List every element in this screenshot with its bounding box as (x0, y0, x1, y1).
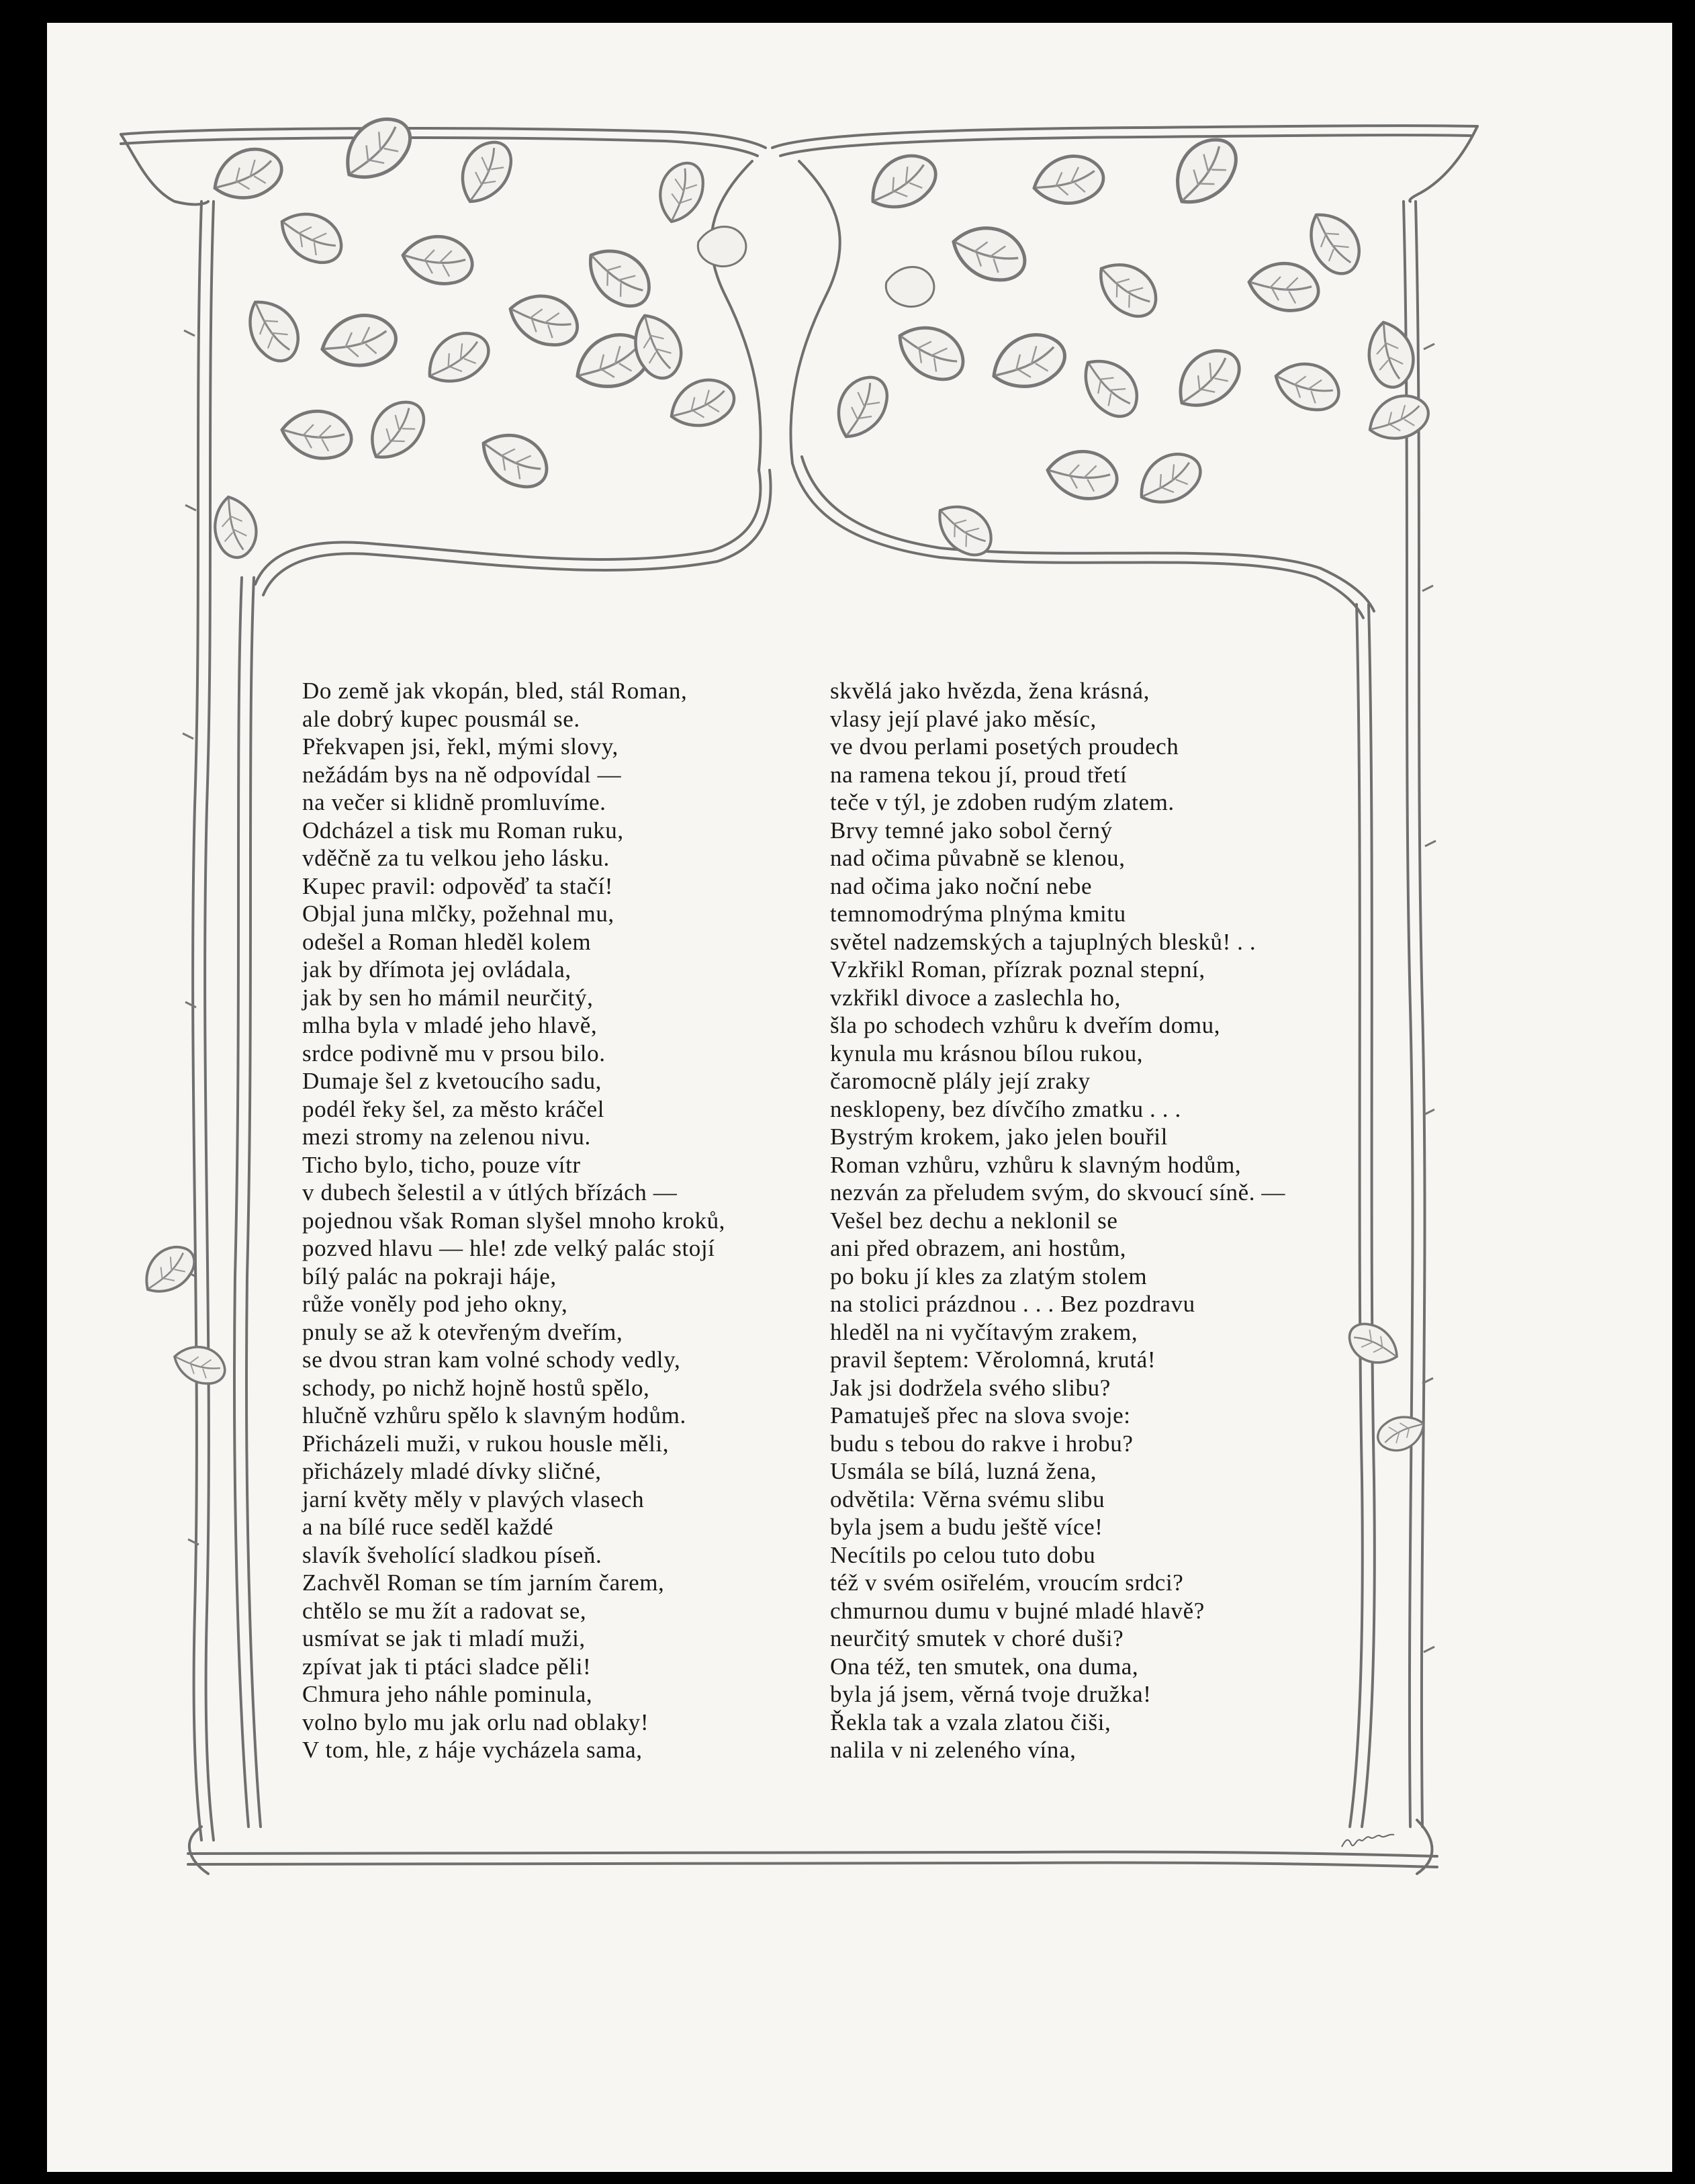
poem-line: slavík šveholící sladkou píseň. (302, 1541, 602, 1568)
poem-line: v dubech šelestil a v útlých břízách — (302, 1179, 678, 1205)
poem-line: pnuly se až k otevřeným dveřím, (302, 1318, 623, 1345)
poem-line: teče v týl, je zdoben rudým zlatem. (830, 789, 1175, 815)
poem-line: chtělo se mu žít a radovat se, (302, 1597, 587, 1624)
poem-line: na ramena tekou jí, proud třetí (830, 761, 1128, 788)
poem-line: Chmura jeho náhle pominula, (302, 1681, 593, 1707)
poem-line: jak by dřímota jej ovládala, (302, 956, 571, 983)
poem-line: na stolici prázdnou . . . Bez pozdravu (830, 1291, 1195, 1317)
poem-right-column (830, 677, 1285, 1764)
artist-signature (1339, 1832, 1400, 1852)
poem-line: Řekla tak a vzala zlatou čiši, (830, 1709, 1111, 1735)
poem-line: pozved hlavu — hle! zde velký palác stojí (302, 1235, 715, 1261)
poem-line: Vešel bez dechu a neklonil se (830, 1207, 1118, 1234)
poem-line: budu s tebou do rakve i hrobu? (830, 1430, 1134, 1457)
poem-line: po boku jí kles za zlatým stolem (830, 1263, 1148, 1289)
poem-line: pojednou však Roman slyšel mnoho kroků, (302, 1207, 726, 1234)
poem-line: Dumaje šel z kvetoucího sadu, (302, 1068, 602, 1094)
poem-line: též v svém osiřelém, vroucím srdci? (830, 1569, 1184, 1596)
poem-line: čaromocně plály její zraky (830, 1068, 1091, 1094)
poem-line: Přicházeli muži, v rukou housle měli, (302, 1430, 670, 1457)
poem-line: Pamatuješ přec na slova svoje: (830, 1402, 1131, 1428)
poem-line: V tom, hle, z háje vycházela sama, (302, 1737, 643, 1763)
poem-line: Roman vzhůru, vzhůru k slavným hodům, (830, 1151, 1242, 1178)
poem-line: pravil šeptem: Věrolomná, krutá! (830, 1347, 1156, 1373)
poem-line: růže voněly pod jeho okny, (302, 1291, 568, 1317)
poem-line: Usmála se bílá, luzná žena, (830, 1458, 1097, 1484)
poem-line: mlha byla v mladé jeho hlavě, (302, 1012, 598, 1038)
poem-line: Kupec pravil: odpověď ta stačí! (302, 872, 614, 899)
poem-line: podél řeky šel, za město kráčel (302, 1095, 605, 1122)
poem-line: Překvapen jsi, řekl, mými slovy, (302, 733, 619, 760)
poem-line: nalila v ni zeleného vína, (830, 1737, 1076, 1763)
poem-line: vzkřikl divoce a zaslechla ho, (830, 984, 1121, 1011)
poem-line: nežádám bys na ně odpovídal — (302, 761, 622, 788)
poem-line: a na bílé ruce seděl každé (302, 1514, 554, 1540)
poem-line: Brvy temné jako sobol černý (830, 817, 1113, 844)
poem-line: světel nadzemských a tajuplných blesků! . . (830, 928, 1256, 955)
poem-line: Bystrým krokem, jako jelen bouřil (830, 1124, 1168, 1150)
poem-line: Odcházel a tisk mu Roman ruku, (302, 817, 624, 844)
poem-line: ale dobrý kupec pousmál se. (302, 705, 580, 732)
poem-line: temnomodrýma plnýma kmitu (830, 901, 1126, 927)
poem-line: odvětila: Věrna svému slibu (830, 1486, 1105, 1512)
poem-line: neurčitý smutek v choré duši? (830, 1625, 1124, 1651)
poem-line: skvělá jako hvězda, žena krásná, (830, 678, 1150, 704)
poem-line: mezi stromy na zelenou nivu. (302, 1124, 591, 1150)
poem-line: zpívat jak ti ptáci sladce pěli! (302, 1653, 592, 1680)
poem-line: nad očima jako noční nebe (830, 872, 1093, 899)
poem-line: Do země jak vkopán, bled, stál Roman, (302, 678, 688, 704)
poem-line: Ticho bylo, ticho, pouze vítr (302, 1151, 581, 1178)
poem-line: Vzkřikl Roman, přízrak poznal stepní, (830, 956, 1205, 983)
poem-line: vděčně za tu velkou jeho lásku. (302, 845, 610, 871)
poem-line: odešel a Roman hleděl kolem (302, 928, 592, 955)
poem-line: Ona též, ten smutek, ona duma, (830, 1653, 1139, 1680)
poem-line: ve dvou perlami posetých proudech (830, 733, 1179, 760)
poem-line: Jak jsi dodržela svého slibu? (830, 1374, 1111, 1401)
poem-line: vlasy její plavé jako měsíc, (830, 705, 1097, 732)
poem-line: na večer si klidně promluvíme. (302, 789, 606, 815)
poem-line: byla já jsem, věrná tvoje družka! (830, 1681, 1152, 1707)
poem-line: volno bylo mu jak orlu nad oblaky! (302, 1709, 649, 1735)
poem-line: přicházely mladé dívky sličné, (302, 1458, 602, 1484)
poem-line: byla jsem a budu ještě více! (830, 1514, 1103, 1540)
poem-line: se dvou stran kam volné schody vedly, (302, 1347, 681, 1373)
poem-line: hlučně vzhůru spělo k slavným hodům. (302, 1402, 686, 1428)
poem-line: nesklopeny, bez dívčího zmatku . . . (830, 1095, 1181, 1122)
poem-line: chmurnou dumu v bujné mladé hlavě? (830, 1597, 1205, 1624)
poem-line: schody, po nichž hojně hostů spělo, (302, 1374, 650, 1401)
poem-line: šla po schodech vzhůru k dveřím domu, (830, 1012, 1221, 1038)
poem-line: nezván za přeludem svým, do skvoucí síně. — (830, 1179, 1285, 1205)
poem-line: usmívat se jak ti mladí muži, (302, 1625, 586, 1651)
poem-line: Zachvěl Roman se tím jarním čarem, (302, 1569, 665, 1596)
poem-line: hleděl na ni vyčítavým zrakem, (830, 1318, 1138, 1345)
poem-line: ani před obrazem, ani hostům, (830, 1235, 1127, 1261)
poem-left-column (302, 677, 725, 1764)
poem-line: bílý palác na pokraji háje, (302, 1263, 557, 1289)
poem-line: srdce podivně mu v prsou bilo. (302, 1040, 606, 1066)
poem-line: nad očima půvabně se klenou, (830, 845, 1126, 871)
poem-line: jarní květy měly v plavých vlasech (302, 1486, 645, 1512)
poem-line: Necítils po celou tuto dobu (830, 1541, 1096, 1568)
poem-line: Objal juna mlčky, požehnal mu, (302, 901, 614, 927)
poem-line: jak by sen ho mámil neurčitý, (302, 984, 594, 1011)
poem-line: kynula mu krásnou bílou rukou, (830, 1040, 1144, 1066)
